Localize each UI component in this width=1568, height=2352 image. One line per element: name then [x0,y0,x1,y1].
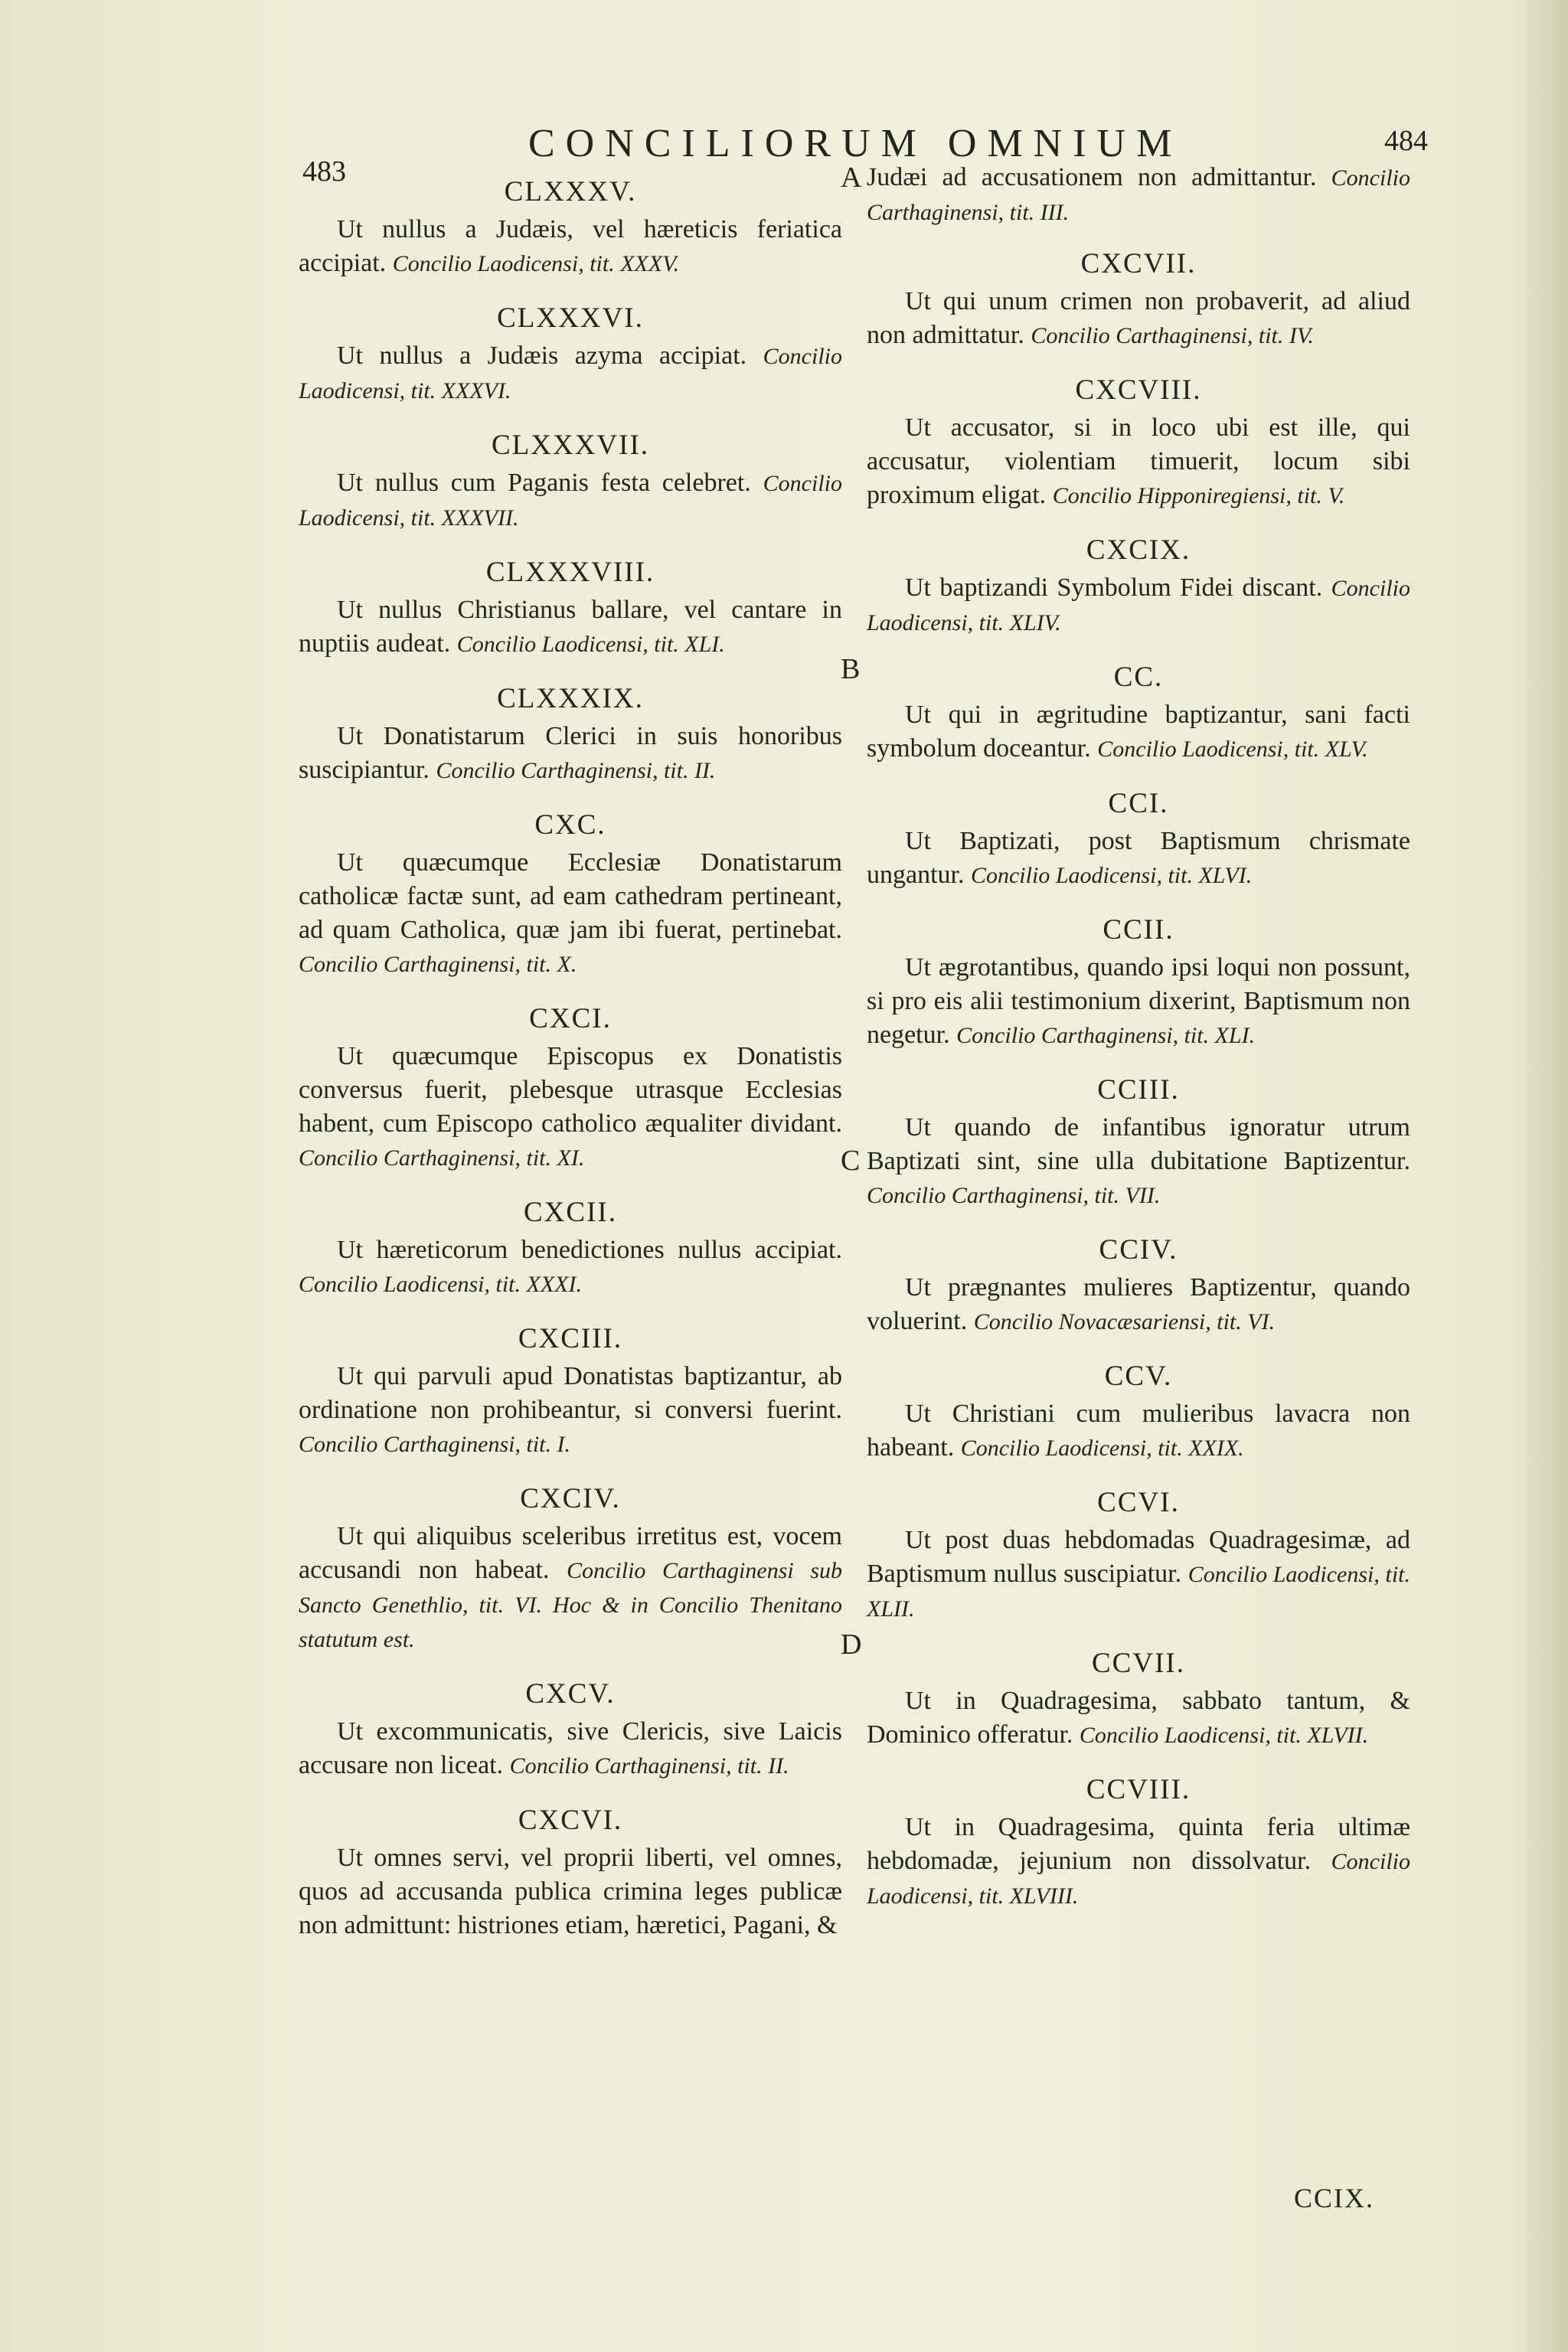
canon-number: CXCVIII. [1075,374,1202,406]
canon-number: CXCV. [525,1678,616,1710]
canon-entry [299,1321,842,1462]
continued-text: Judæi ad accusationem non admittantur. Concilio Carthaginensi, tit. III. [867,163,1410,225]
canon-number: CXC. [534,809,606,841]
canon-source: Concilio Laodicensi, tit. XLVII. [1079,1723,1369,1748]
canon-entry [867,1359,1410,1465]
margin-letter-d: D [841,1628,862,1661]
canon-source: Concilio Carthaginensi, tit. XLI. [956,1023,1256,1048]
canon-source: Concilio Laodicensi, tit. XXXVII. [299,471,842,531]
canon-number: CC. [1113,662,1164,693]
canon-text: Ut Baptizati, post Baptismum chrismate ungantur. Concilio Laodicensi, tit. XLVI. [867,827,1410,889]
canon-text: Ut Donatistarum Clerici in suis honoribus suscipiantur. Concilio Carthaginensi, tit. II. [299,722,842,784]
right-page-number: 484 [1384,125,1428,157]
page-edge-shadow [1514,0,1568,2352]
canon-number: CCII. [1102,914,1174,946]
canon-number: CXCVI. [518,1805,623,1836]
canon-entry [867,1073,1410,1213]
canon-entry [867,533,1410,640]
canon-entry [867,247,1410,353]
canon-number: CCIV. [1099,1234,1178,1266]
running-title: CONCILIORUM OMNIUM [528,122,1183,165]
canon-text: Ut Christiani cum mulieribus lavacra non habeant. Concilio Laodicensi, tit. XXIX. [867,1400,1410,1462]
canon-entry [867,373,1410,513]
canon-entry [299,428,842,535]
catchword: CCIX. [1294,2183,1375,2213]
canon-source: Concilio Laodicensi, tit. XLII. [867,1562,1411,1622]
canon-number: CLXXXIX. [497,683,644,714]
canon-text: Ut baptizandi Symbolum Fidei discant. Concilio Laodicensi, tit. XLIV. [867,573,1410,635]
canon-text: Ut nullus a Judæis, vel hæreticis feriatica accipiat. Concilio Laodicensi, tit. XXXV. [299,215,842,277]
canon-number: CLXXXV. [504,176,637,207]
canon-number: CCI. [1108,788,1169,819]
canon-entry [299,1001,842,1175]
canon-number: CXCVII. [1080,248,1197,279]
canon-text: Ut quæcumque Episcopus ex Donatistis conversus fuerit, plebesque utrasque Ecclesias habent, cum Episcopo catholico æqualiter dividant. Concilio Carthaginensi, tit. XI. [299,1042,842,1171]
canon-source: Concilio Laodicensi, tit. XLIV. [867,576,1410,635]
canon-text: Ut nullus cum Paganis festa celebret. Concilio Laodicensi, tit. XXXVII. [299,469,842,531]
canon-text: Ut qui in ægritudine baptizantur, sani facti symbolum doceantur. Concilio Laodicensi, tit. XLV. [867,701,1410,763]
canon-entry [299,808,842,982]
canon-entry [299,681,842,788]
canon-text: Ut nullus a Judæis azyma accipiat. Concilio Laodicensi, tit. XXXVI. [299,341,843,403]
canon-number: CCVIII. [1086,1774,1191,1805]
canon-entry [299,175,842,281]
canon-entry [867,1233,1410,1339]
canon-text: Ut prægnantes mulieres Baptizentur, quando voluerint. Concilio Novacæsariensi, tit. VI. [867,1273,1410,1335]
canon-entry [867,660,1410,766]
canon-entry [867,1646,1410,1753]
canon-source: Concilio Carthaginensi, tit. IV. [1031,323,1314,348]
canon-number: CXCII. [524,1197,617,1228]
margin-letter-b: B [841,653,861,685]
canon-text: Ut excommunicatis, sive Clericis, sive Laicis accusare non liceat. Concilio Carthaginensi, tit. II. [299,1717,842,1779]
canon-text: Ut quando de infantibus ignoratur utrum Baptizati sint, sine ulla dubitatione Baptizentur. Concilio Carthaginensi, tit. VII. [867,1113,1410,1208]
canon-source: Concilio Laodicensi, tit. XLVI. [970,863,1253,888]
canon-number: CXCIX. [1086,534,1191,566]
canon-source: Concilio Laodicensi, tit. XLVIII. [867,1849,1410,1909]
canon-source: Concilio Laodicensi, tit. XXIX. [960,1436,1244,1461]
canon-entry [299,1481,842,1657]
canon-text: Ut qui aliquibus sceleribus irretitus est, vocem accusandi non habeat. Concilio Carthaginensi sub Sancto Genethlio, tit. VI. Hoc & in Concilio Thenitano statutum est. [299,1522,842,1652]
canon-text: Ut quæcumque Ecclesiæ Donatistarum catholicæ factæ sunt, ad eam cathedram pertineant, ad quam Catholica, quæ jam ibi fuerat, pertinebat. Concilio Carthaginensi, tit. X. [299,848,842,977]
canon-source: Concilio Carthaginensi, tit. XI. [299,1145,585,1171]
canon-text: Ut qui parvuli apud Donatistas baptizantur, ab ordinatione non prohibeantur, si conversi fuerint. Concilio Carthaginensi, tit. I. [299,1362,842,1457]
margin-letter-c: C [841,1145,861,1177]
canon-entry [867,1485,1410,1626]
canon-entry [299,1677,842,1783]
canon-entry [299,1195,842,1302]
canon-source: Concilio Laodicensi, tit. XXXVI. [299,344,843,403]
canon-source: Concilio Carthaginensi, tit. X. [299,952,577,977]
canon-entry [299,555,842,662]
canon-source: Concilio Carthaginensi, tit. II. [509,1753,789,1779]
canon-text: Ut in Quadragesima, quinta feria ultimæ hebdomadæ, jejunium non dissolvatur. Concilio Laodicensi, tit. XLVIII. [867,1813,1410,1909]
canon-number: CLXXXVII. [491,430,650,461]
canon-number: CCVII. [1092,1648,1185,1679]
canon-entry [299,301,842,408]
canon-entry [867,786,1410,893]
canon-number: CCV. [1104,1361,1173,1392]
canon-number: CCIII. [1097,1074,1180,1106]
canon-source: Concilio Carthaginensi, tit. II. [436,758,716,783]
canon-text: Ut ægrotantibus, quando ipsi loqui non possunt, si pro eis alii testimonium dixerint, Baptismum non negetur. Concilio Carthaginensi, tit. XLI. [867,953,1410,1049]
canon-text: Ut in Quadragesima, sabbato tantum, & Dominico offeratur. Concilio Laodicensi, tit. XLVII. [867,1687,1410,1749]
canon-source: Concilio Carthaginensi, tit. III. [867,165,1410,225]
canon-source: Concilio Laodicensi, tit. XXXV. [392,251,680,276]
canon-entry [299,1803,842,1943]
canon-text: Ut post duas hebdomadas Quadragesimæ, ad Baptismum nullus suscipiatur. Concilio Laodicensi, tit. XLII. [867,1526,1411,1622]
canon-number: CXCIV. [520,1483,621,1514]
canon-source: Concilio Carthaginensi, tit. I. [299,1432,571,1457]
canon-source: Concilio Carthaginensi sub Sancto Genethlio, tit. VI. Hoc & in Concilio Thenitano statutum est. [299,1558,842,1652]
canon-entry [867,913,1410,1053]
canon-text: Ut hæreticorum benedictiones nullus accipiat. Concilio Laodicensi, tit. XXXI. [299,1236,842,1297]
canon-text: Ut qui unum crimen non probaverit, ad aliud non admittatur. Concilio Carthaginensi, tit. IV. [867,287,1410,349]
margin-letter-a: A [841,162,862,194]
canon-number: CXCIII. [518,1323,623,1354]
left-page-number: 483 [302,155,346,188]
canon-source: Concilio Hipponiregiensi, tit. V. [1052,483,1345,508]
canon-entry [867,1772,1410,1913]
canon-text: Ut omnes servi, vel proprii liberti, vel omnes, quos ad accusanda publica crimina leges publicæ non admittunt: histriones etiam, hæretici, Pagani, & [299,1844,842,1939]
canon-text: Ut accusator, si in loco ubi est ille, qui accusatur, violentiam timuerit, locum sibi proximum eligat. Concilio Hipponiregiensi, tit. V. [867,413,1410,509]
canon-source: Concilio Laodicensi, tit. XLV. [1097,737,1368,762]
canon-source: Concilio Laodicensi, tit. XXXI. [299,1272,582,1297]
canon-source: Concilio Novacæsariensi, tit. VI. [973,1309,1276,1334]
right-column [867,161,1410,1933]
left-column [299,161,842,1963]
canon-source: Concilio Carthaginensi, tit. VII. [867,1183,1161,1208]
canon-number: CXCI. [529,1003,612,1034]
canon-text: Ut nullus Christianus ballare, vel cantare in nuptiis audeat. Concilio Laodicensi, tit. XLI. [299,596,842,658]
canon-number: CLXXXVIII. [485,557,655,588]
canon-source: Concilio Laodicensi, tit. XLI. [456,632,725,657]
canon-number: CLXXXVI. [497,302,644,334]
canon-number: CCVI. [1097,1487,1180,1518]
